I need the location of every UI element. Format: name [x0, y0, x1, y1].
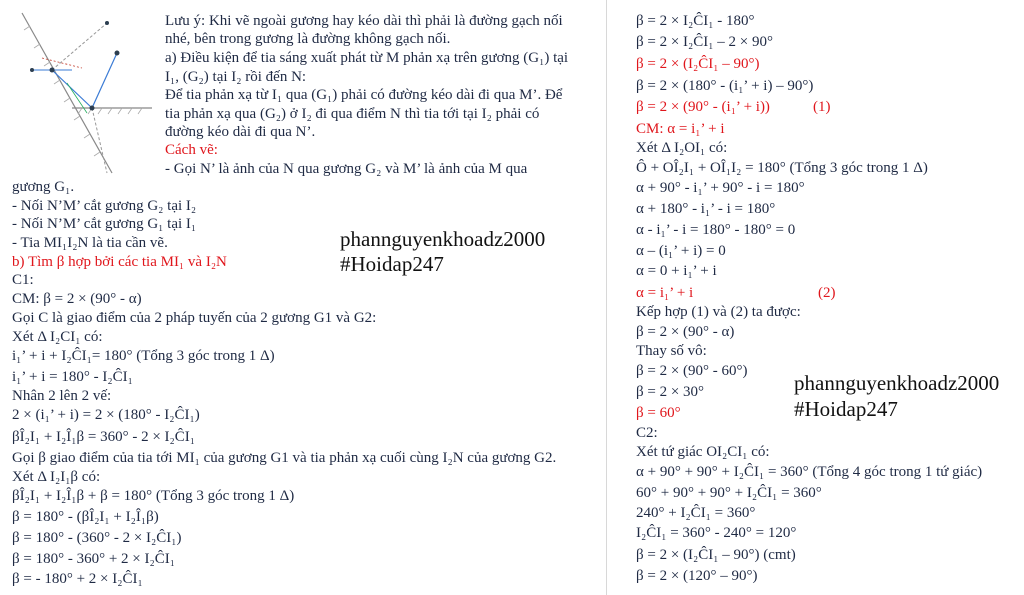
left-text-line: Nhân 2 lên 2 vế:	[12, 388, 112, 404]
left-text-line: βÎ₂I₁ + I₂Î₁β = 360° - 2 × I₂ĈI₁	[12, 429, 195, 445]
left-text-line: i₁’ + i + I₂ĈI₁= 180° (Tổng 3 góc trong 1 Δ)	[12, 348, 275, 364]
left-text-line: đường kéo dài đi qua N’.	[165, 124, 316, 140]
right-text-line: α = 0 + i₁’ + i	[636, 263, 717, 279]
column-divider	[606, 0, 607, 595]
right-text-line: β = 2 × (180° - (i₁’ + i) – 90°)	[636, 78, 814, 94]
left-text-line: - Nối N’M’ cắt gương G₂ tại I₂	[12, 198, 197, 214]
left-text-line: C1:	[12, 272, 34, 288]
left-text-line: Lưu ý: Khi vẽ ngoài gương hay kéo dài thì phải là đường gạch nối	[165, 13, 563, 29]
left-text-line: tia phản xạ qua (G₂) ở I₂ đi qua điểm N thì tia tới tại I₂ phải có	[165, 106, 540, 122]
watermark-tag: #Hoidap247	[340, 252, 444, 276]
right-text-line: Ô + OÎ₂I₁ + OÎ₁I₂ = 180° (Tổng 3 góc trong 1 Δ)	[636, 160, 928, 176]
watermark-author: phannguyenkhoadz2000	[340, 227, 546, 251]
left-text-line: - Tia MI₁I₂N là tia cần vẽ.	[12, 235, 168, 251]
left-text-line: i₁’ + i = 180° - I₂ĈI₁	[12, 369, 133, 385]
left-text-line: Xét Δ I₂CI₁ có:	[12, 329, 103, 345]
right-text-line: CM: α = i₁’ + i	[636, 121, 725, 137]
right-text-line: β = 2 × (120° – 90°)	[636, 568, 758, 584]
right-text-line: Xét tứ giác OI₂CI₁ có:	[636, 444, 770, 460]
right-text-line: β = 2 × I₂ĈI₁ – 2 × 90°	[636, 34, 773, 50]
right-text-line: I₂ĈI₁ = 360° - 240° = 120°	[636, 525, 797, 541]
right-text-line: (2)	[818, 285, 836, 301]
right-text-line: α - i₁’ - i = 180° - 180° = 0	[636, 222, 796, 238]
left-text-line: Xét Δ I₂I₁β có:	[12, 469, 101, 485]
left-text-line: β = 180° - 360° + 2 × I₂ĈI₁	[12, 551, 175, 567]
left-text-line: b) Tìm β hợp bởi các tia MI₁ và I₂N	[12, 254, 227, 270]
left-text-line: - Gọi N’ là ảnh của N qua gương G₂ và M’ là ảnh của M qua	[165, 161, 528, 177]
right-text-line: α – (i₁’ + i) = 0	[636, 243, 726, 259]
right-text-line: β = 2 × (I₂ĈI₁ – 90°) (cmt)	[636, 547, 796, 563]
left-text-line: - Nối N’M’ cắt gương G₁ tại I₁	[12, 216, 197, 232]
left-text-line: Gọi β giao điểm của tia tới MI₁ của gương G1 và tia phản xạ cuối cùng I₂N của gương G2.	[12, 450, 557, 466]
right-text-line: α + 180° - i₁’ - i = 180°	[636, 201, 776, 217]
left-text-line: nhé, bên trong gương là đường không gạch nối.	[165, 31, 451, 47]
left-text-line: Gọi C là giao điểm của 2 pháp tuyến của 2 gương G1 và G2:	[12, 310, 377, 326]
right-text-line: β = 2 × (I₂ĈI₁ – 90°)	[636, 56, 760, 72]
left-text-line: I₁, (G₂) tại I₂ rồi đến N:	[165, 69, 307, 85]
right-text-line: β = 60°	[636, 405, 681, 421]
right-text-line: Xét Δ I₂OI₁ có:	[636, 140, 728, 156]
left-text-line: β = 180° - (360° - 2 × I₂ĈI₁)	[12, 530, 182, 546]
watermark-author-right: phannguyenkhoadz2000	[794, 371, 1000, 395]
right-text-line: α + 90° + 90° + I₂ĈI₁ = 360° (Tổng 4 góc trong 1 tứ giác)	[636, 464, 983, 480]
left-text-line: gương G₁.	[12, 179, 75, 195]
left-text-line: Cách vẽ:	[165, 142, 218, 158]
right-text-line: α + 90° - i₁’ + 90° - i = 180°	[636, 180, 805, 196]
left-text-line: 2 × (i₁’ + i) = 2 × (180° - I₂ĈI₁)	[12, 407, 200, 423]
right-text-line: β = 2 × (90° - α)	[636, 324, 735, 340]
right-text-line: α = i₁’ + i	[636, 285, 694, 301]
left-text-line: a) Điều kiện để tia sáng xuất phát từ M phản xạ trên gương (G₁) tại	[165, 50, 569, 66]
right-text-line: 60° + 90° + 90° + I₂ĈI₁ = 360°	[636, 485, 822, 501]
left-text-line: β = 180° - (βÎ₂I₁ + I₂Î₁β)	[12, 509, 159, 525]
left-text-line: βÎ₂I₁ + I₂Î₁β + β = 180° (Tổng 3 góc trong 1 Δ)	[12, 488, 295, 504]
right-text-line: 240° + I₂ĈI₁ = 360°	[636, 505, 756, 521]
right-text-line: β = 2 × 30°	[636, 384, 705, 400]
left-text-line: CM: β = 2 × (90° - α)	[12, 291, 142, 307]
right-text-line: Kếp hợp (1) và (2) ta được:	[636, 304, 801, 320]
right-text-line: β = 2 × (90° - (i₁’ + i))	[636, 99, 770, 115]
right-text-line: β = 2 × (90° - 60°)	[636, 363, 748, 379]
right-text-line: C2:	[636, 425, 658, 441]
left-text-line: Để tia phản xạ từ I₁ qua (G₁) phải có đường kéo dài đi qua M’. Để	[165, 87, 563, 103]
left-text-line: β = - 180° + 2 × I₂ĈI₁	[12, 571, 143, 587]
mirror-diagram	[12, 8, 157, 178]
watermark-tag-right: #Hoidap247	[794, 397, 898, 421]
right-text-line: Thay số vô:	[636, 343, 707, 359]
right-text-line: (1)	[813, 99, 831, 115]
right-text-line: β = 2 × I₂ĈI₁ - 180°	[636, 13, 755, 29]
